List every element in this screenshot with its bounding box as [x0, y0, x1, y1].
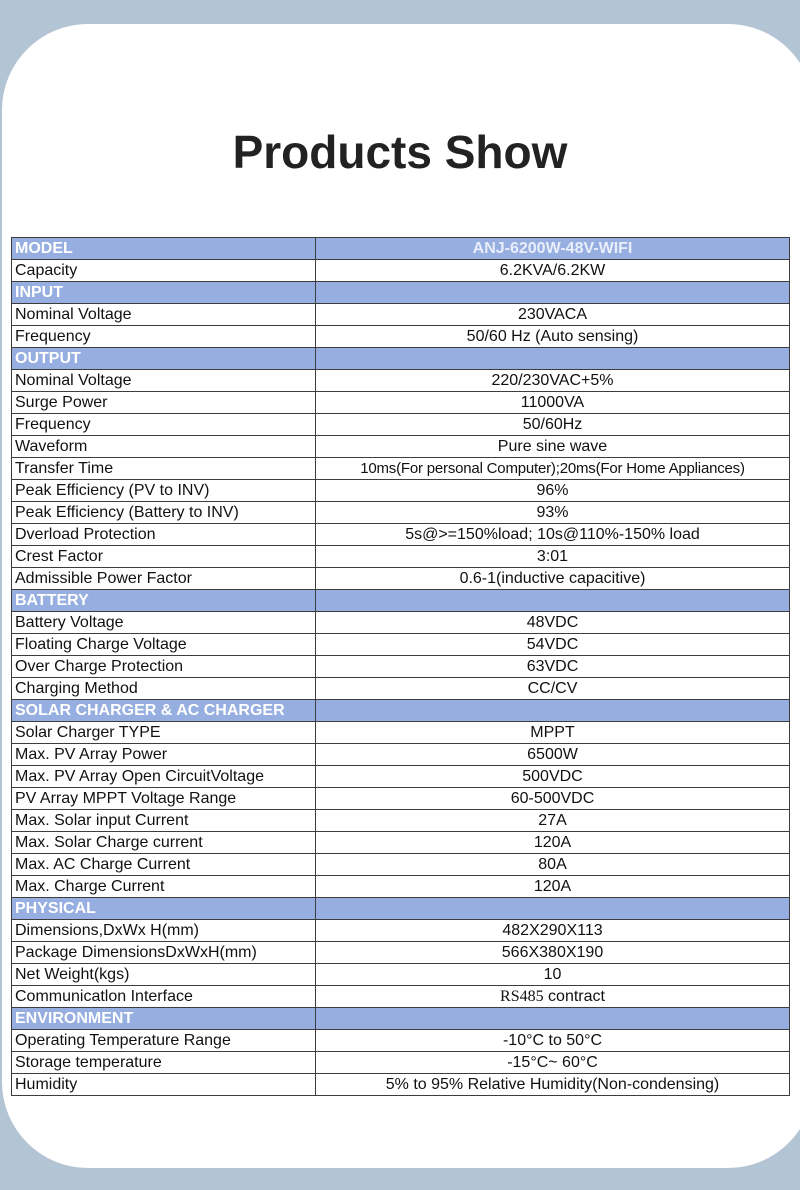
row-label: Frequency — [12, 414, 316, 436]
row-value: 50/60 Hz (Auto sensing) — [316, 326, 790, 348]
row-value: 5s@>=150%load; 10s@110%-150% load — [316, 524, 790, 546]
interface-value-b: contract — [548, 988, 605, 1005]
row-value: 63VDC — [316, 656, 790, 678]
row-value: 6.2KVA/6.2KW — [316, 260, 790, 282]
row-label: Capacity — [12, 260, 316, 282]
table-row — [12, 788, 790, 810]
spec-table — [11, 237, 790, 1096]
row-label: Peak Efficiency (Battery to INV) — [12, 502, 316, 524]
row-label: Max. Solar input Current — [12, 810, 316, 832]
table-row — [12, 942, 790, 964]
row-value: 500VDC — [316, 766, 790, 788]
row-value: 230VACA — [316, 304, 790, 326]
row-value: 120A — [316, 832, 790, 854]
section-spacer — [316, 1008, 790, 1030]
table-row — [12, 920, 790, 942]
page-title: Products Show — [232, 126, 568, 178]
section-title: INPUT — [12, 282, 316, 304]
table-row — [12, 744, 790, 766]
row-label: Surge Power — [12, 392, 316, 414]
row-label: MODEL — [12, 238, 316, 260]
table-row — [12, 568, 790, 590]
section-header-physical — [12, 898, 790, 920]
section-title: OUTPUT — [12, 348, 316, 370]
table-row — [12, 612, 790, 634]
row-label: Nominal Voltage — [12, 304, 316, 326]
row-label: Max. AC Charge Current — [12, 854, 316, 876]
row-value: ANJ-6200W-48V-WIFI — [316, 238, 790, 260]
table-row — [12, 370, 790, 392]
section-header-solar — [12, 700, 790, 722]
interface-value-a: RS485 — [500, 988, 544, 1005]
row-value: 96% — [316, 480, 790, 502]
row-value: 80A — [316, 854, 790, 876]
table-row — [12, 480, 790, 502]
row-label: Dimensions,DxWx H(mm) — [12, 920, 316, 942]
table-row — [12, 810, 790, 832]
table-row — [12, 392, 790, 414]
table-row — [12, 502, 790, 524]
section-header-output — [12, 348, 790, 370]
row-label: Over Charge Protection — [12, 656, 316, 678]
row-label: Max. Solar Charge current — [12, 832, 316, 854]
table-row — [12, 854, 790, 876]
row-label: Battery Voltage — [12, 612, 316, 634]
row-value: 10ms(For personal Computer);20ms(For Home Appliances) — [316, 458, 790, 480]
row-value: 54VDC — [316, 634, 790, 656]
row-value: 11000VA — [316, 392, 790, 414]
section-title: PHYSICAL — [12, 898, 316, 920]
table-row — [12, 832, 790, 854]
table-row — [12, 876, 790, 898]
row-value: -15°C~ 60°C — [316, 1052, 790, 1074]
row-label: Humidity — [12, 1074, 316, 1096]
section-spacer — [316, 898, 790, 920]
row-value: 566X380X190 — [316, 942, 790, 964]
row-value: 6500W — [316, 744, 790, 766]
section-title: ENVIRONMENT — [12, 1008, 316, 1030]
table-row — [12, 1074, 790, 1096]
table-row — [12, 546, 790, 568]
table-row-model — [12, 238, 790, 260]
row-value: 93% — [316, 502, 790, 524]
row-label: PV Array MPPT Voltage Range — [12, 788, 316, 810]
row-label: Dverload Protection — [12, 524, 316, 546]
row-label: Max. PV Array Open CircuitVoltage — [12, 766, 316, 788]
row-value: 220/230VAC+5% — [316, 370, 790, 392]
row-value: 50/60Hz — [316, 414, 790, 436]
table-row — [12, 766, 790, 788]
section-title: BATTERY — [12, 590, 316, 612]
row-value: -10°C to 50°C — [316, 1030, 790, 1052]
row-label: Operating Temperature Range — [12, 1030, 316, 1052]
row-label: Peak Efficiency (PV to INV) — [12, 480, 316, 502]
table-row — [12, 964, 790, 986]
row-value: 60-500VDC — [316, 788, 790, 810]
row-label: Floating Charge Voltage — [12, 634, 316, 656]
row-value: 0.6-1(inductive capacitive) — [316, 568, 790, 590]
table-row — [12, 986, 790, 1008]
row-label: Waveform — [12, 436, 316, 458]
row-label: Crest Factor — [12, 546, 316, 568]
table-row — [12, 1030, 790, 1052]
table-row — [12, 414, 790, 436]
row-value — [316, 986, 790, 1008]
row-value: 482X290X113 — [316, 920, 790, 942]
row-value: CC/CV — [316, 678, 790, 700]
section-spacer — [316, 348, 790, 370]
table-row — [12, 304, 790, 326]
row-label: Storage temperature — [12, 1052, 316, 1074]
row-label: Charging Method — [12, 678, 316, 700]
row-value: 3:01 — [316, 546, 790, 568]
table-row — [12, 326, 790, 348]
table-row — [12, 634, 790, 656]
row-label: Frequency — [12, 326, 316, 348]
row-value: 120A — [316, 876, 790, 898]
row-value: 48VDC — [316, 612, 790, 634]
row-value: MPPT — [316, 722, 790, 744]
section-spacer — [316, 700, 790, 722]
table-row — [12, 458, 790, 480]
row-value: 27A — [316, 810, 790, 832]
section-header-battery — [12, 590, 790, 612]
table-row — [12, 678, 790, 700]
table-row — [12, 436, 790, 458]
row-label: Max. Charge Current — [12, 876, 316, 898]
row-label: Transfer Time — [12, 458, 316, 480]
row-label: Net Weight(kgs) — [12, 964, 316, 986]
row-label: Nominal Voltage — [12, 370, 316, 392]
table-row — [12, 656, 790, 678]
row-label: Package DimensionsDxWxH(mm) — [12, 942, 316, 964]
section-header-environment — [12, 1008, 790, 1030]
section-spacer — [316, 590, 790, 612]
row-label: Communicatlon Interface — [12, 986, 316, 1008]
row-value: 5% to 95% Relative Humidity(Non-condensing) — [316, 1074, 790, 1096]
section-spacer — [316, 282, 790, 304]
row-label: Admissible Power Factor — [12, 568, 316, 590]
table-row — [12, 260, 790, 282]
table-row — [12, 524, 790, 546]
table-row — [12, 722, 790, 744]
section-header-input — [12, 282, 790, 304]
section-title: SOLAR CHARGER & AC CHARGER — [12, 700, 316, 722]
row-label: Max. PV Array Power — [12, 744, 316, 766]
row-label: Solar Charger TYPE — [12, 722, 316, 744]
table-row — [12, 1052, 790, 1074]
row-value: 10 — [316, 964, 790, 986]
row-value: Pure sine wave — [316, 436, 790, 458]
